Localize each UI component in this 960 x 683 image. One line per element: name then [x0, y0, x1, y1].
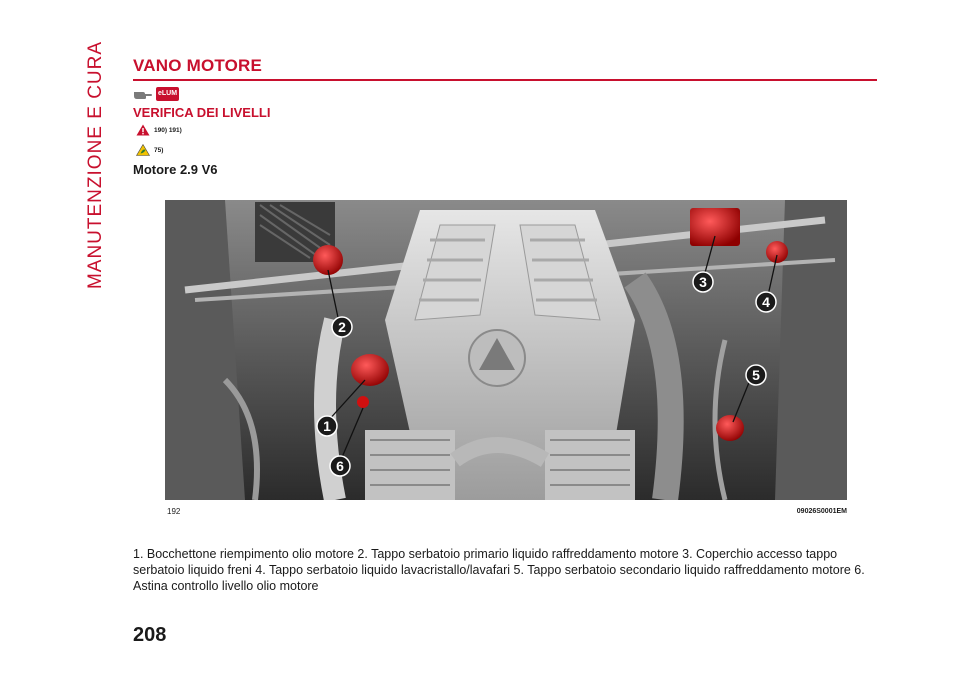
page-number: 208: [133, 624, 167, 646]
side-chapter-title-text: MANUTENZIONE E CURA: [85, 40, 106, 290]
svg-text:1: 1: [323, 418, 331, 434]
marker-4: [756, 292, 776, 312]
svg-text:4: 4: [762, 294, 770, 310]
engine-bay-illustration: [165, 200, 847, 500]
warning-note: [136, 124, 182, 136]
figure-caption: 1. Bocchettone riempimento olio motore 2. Tappo serbatoio primario liquido raffreddamento motore 3. Coperchio accesso tappo serbatoio liquido freni 4. Tappo serbatoio liquido lavacristallo/lavafari 5. Tappo serbatoio secondario liquido raffreddamento motore 6. Astina controllo livello olio motore: [133, 546, 865, 593]
pointing-hand-icon: [133, 88, 153, 100]
svg-text:5: 5: [752, 367, 760, 383]
figure-ref-code: 09026S0001EM: [796, 508, 847, 515]
page-title: VANO MOTORE: [133, 56, 263, 75]
eco-refs: 75): [154, 146, 164, 154]
elum-indicator: [133, 85, 179, 103]
marker-2: [332, 317, 352, 337]
marker-6: [330, 456, 350, 476]
elum-badge: eLUM: [156, 87, 179, 101]
section-title: VERIFICA DEI LIVELLI: [133, 105, 271, 120]
engine-title: Motore 2.9 V6: [133, 162, 218, 177]
eco-note: [136, 144, 163, 156]
warning-triangle-icon: [136, 124, 150, 136]
warning-refs: 190) 191): [154, 126, 182, 134]
svg-text:6: 6: [336, 458, 344, 474]
svg-text:3: 3: [699, 274, 707, 290]
svg-text:2: 2: [338, 319, 346, 335]
environment-triangle-icon: [136, 144, 150, 156]
marker-3: [693, 272, 713, 292]
engine-bay-photo: [165, 200, 847, 500]
side-chapter-title: [76, 40, 116, 290]
page-header: [133, 56, 877, 81]
header-rule: [133, 79, 877, 81]
marker-5: [746, 365, 766, 385]
figure-ref-number: 192: [167, 507, 181, 516]
marker-1: [317, 416, 337, 436]
